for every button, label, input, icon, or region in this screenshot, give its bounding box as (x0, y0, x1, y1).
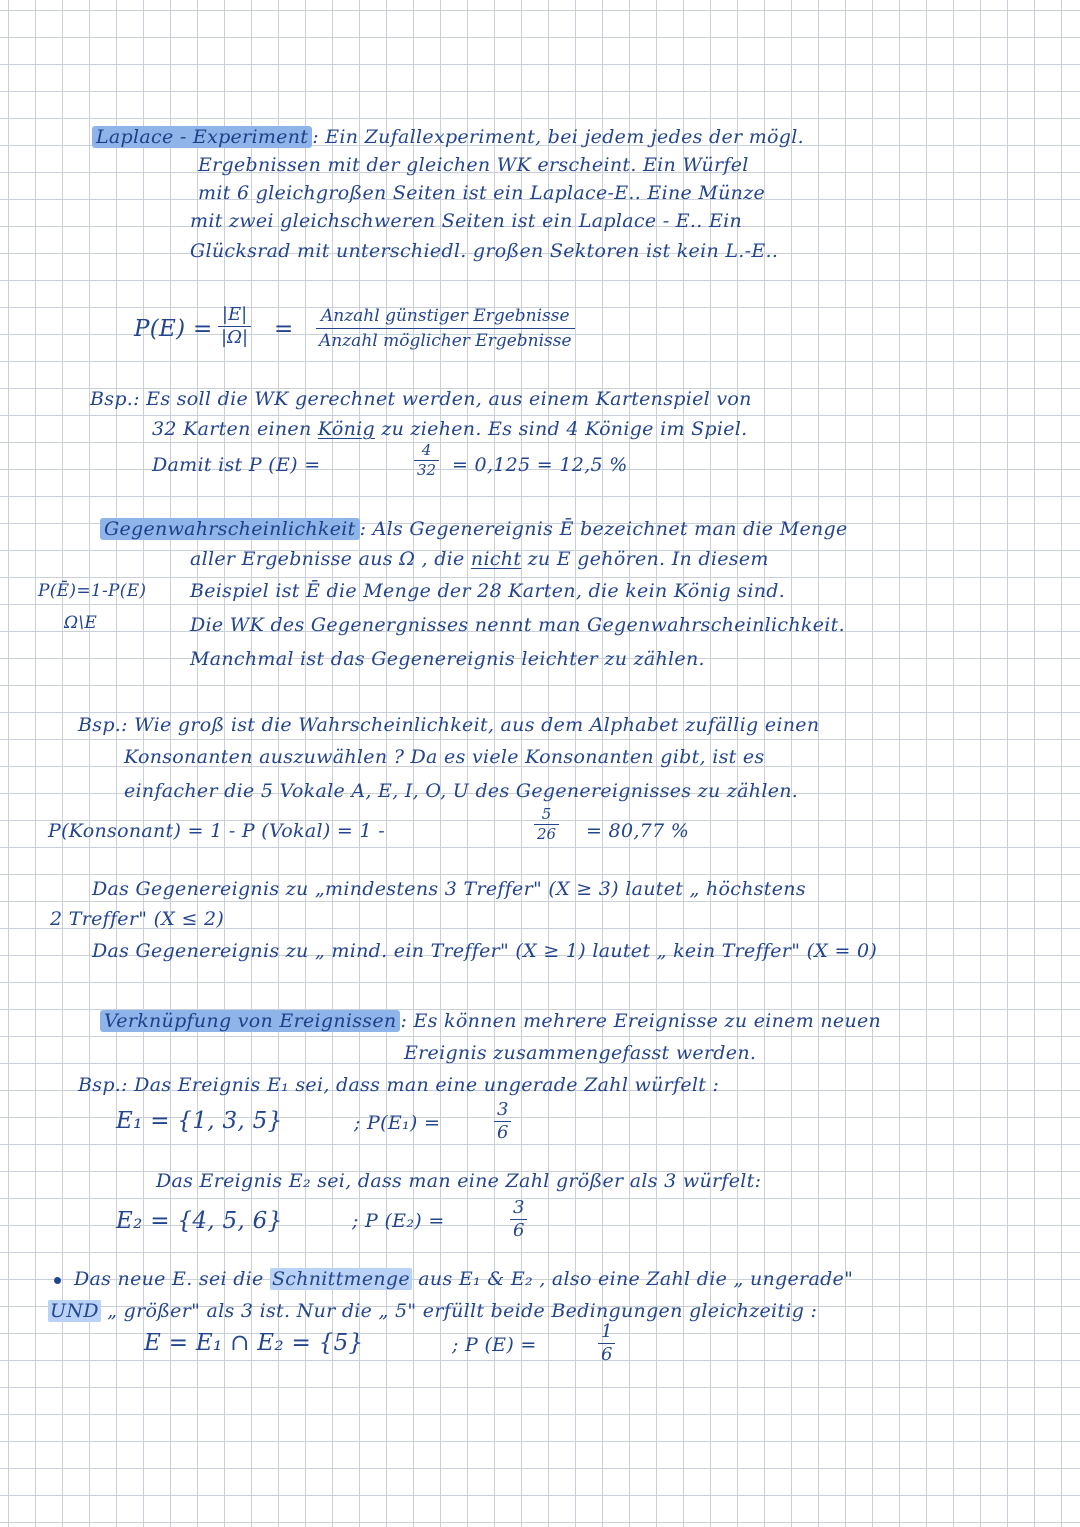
e2-line: Das Ereignis E₂ sei, dass man eine Zahl größer als 3 würfelt: (156, 1170, 762, 1192)
example1-line3-a: Damit ist P (E) = (152, 454, 321, 476)
text-fraction-bar (316, 328, 575, 329)
example2-frac-num: 5 (541, 805, 552, 823)
gegen-line2-c: zu E gehören. In diesem (527, 548, 769, 570)
text-fraction-denominator: Anzahl möglicher Ergebnisse (319, 331, 572, 351)
laplace-term: Laplace - Experiment (92, 126, 312, 148)
gegen-line-5: Manchmal ist das Gegenereignis leichter zu zählen. (190, 648, 705, 670)
treffer-line-1: Das Gegenereignis zu „mindestens 3 Treffer" (X ≥ 3) lautet „ höchstens (92, 878, 806, 900)
final-fraction (598, 1322, 615, 1365)
gegen-side-set: Ω\E (64, 613, 98, 633)
treffer-line-3: Das Gegenereignis zu „ mind. ein Treffer" (X ≥ 1) lautet „ kein Treffer" (X = 0) (92, 940, 878, 962)
gegen-term: Gegenwahrscheinlichkeit (100, 518, 360, 540)
neu-line-2 (48, 1298, 817, 1324)
e1-frac-num: 3 (497, 1099, 509, 1120)
gegen-side-formula: P(Ē)=1-P(E) (38, 581, 147, 601)
laplace-formula-text-fraction (316, 305, 575, 352)
e2-set: E₂ = {4, 5, 6} (116, 1208, 283, 1234)
verknuepfung-heading-line (100, 1008, 881, 1034)
example2-fraction (534, 806, 559, 843)
bullet-icon (54, 1277, 61, 1284)
neu-line2-c: „ größer" als 3 ist. Nur die „ 5" erfüllt beide Bedingungen gleichzeitig : (107, 1300, 818, 1322)
laplace-line-4: mit zwei gleichschweren Seiten ist ein Laplace - E.. Ein (190, 210, 743, 232)
final-frac-num: 1 (601, 1321, 613, 1342)
example1-line-1 (90, 386, 752, 412)
example2-formula-b: = 80,77 % (586, 820, 690, 842)
gegen-line-1: : Als Gegenereignis Ē bezeichnet man die Menge (359, 518, 848, 540)
e1-frac-den: 6 (497, 1122, 509, 1143)
e1-set: E₁ = {1, 3, 5} (116, 1108, 283, 1134)
laplace-line-3: mit 6 gleichgroßen Seiten ist ein Laplace-E.. Eine Münze (198, 182, 766, 204)
example1-prefix: Bsp.: (90, 388, 140, 410)
laplace-heading-line (92, 124, 804, 150)
example1-line2-c: zu ziehen. Es sind 4 Könige im Spiel. (381, 418, 748, 440)
gegen-line2-nicht: nicht (470, 548, 522, 570)
und-term: UND (50, 1300, 99, 1322)
verknuepfung-line-1: : Es können mehrere Ereignisse zu einem neuen (400, 1010, 882, 1032)
laplace-line-1: Ein Zufallexperiment, bei jedem jedes der mögl. (325, 126, 804, 148)
treffer-line-2: 2 Treffer" (X ≤ 2) (50, 908, 225, 930)
gegen-line2-a: aller Ergebnisse aus Ω , die (190, 548, 465, 570)
gegen-heading-line (100, 516, 848, 542)
gegen-line-3: Beispiel ist Ē die Menge der 28 Karten, die kein König sind. (190, 580, 786, 602)
laplace-formula-fraction (218, 305, 251, 348)
example1-frac-num: 4 (421, 441, 432, 459)
example2-line-1 (78, 712, 819, 738)
e2-frac-num: 3 (513, 1197, 525, 1218)
final-set: E = E₁ ∩ E₂ = {5} (144, 1330, 364, 1356)
final-frac-den: 6 (601, 1344, 613, 1365)
e1-probability: ; P(E₁) = (354, 1112, 441, 1134)
example2-formula-a: P(Konsonant) = 1 - P (Vokal) = 1 - (48, 820, 385, 842)
laplace-formula-lhs: P(E) = (134, 316, 213, 342)
neu-schnittmenge-term: Schnittmenge (271, 1268, 410, 1290)
laplace-colon: : (312, 126, 319, 148)
example2-line-2: Konsonanten auszuwählen ? Da es viele Konsonanten gibt, ist es (124, 746, 765, 768)
e2-probability: ; P (E₂) = (352, 1210, 445, 1232)
gegen-line-2 (190, 546, 769, 572)
example1-line2-koenig: König (317, 418, 375, 440)
example1-line3-b: = 0,125 = 12,5 % (452, 454, 628, 476)
example1-frac-den: 32 (417, 461, 437, 479)
neu-line1-b: aus E₁ & E₂ , also eine Zahl die „ ungerade" (418, 1268, 854, 1290)
neu-line-1 (74, 1266, 853, 1292)
fraction-denominator: |Ω| (221, 327, 249, 348)
neu-line1-a: Das neue E. sei die (74, 1268, 264, 1290)
example1-fraction (414, 442, 439, 479)
fraction-numerator: |E| (221, 304, 248, 325)
laplace-formula-eq: = (274, 316, 294, 342)
gegen-line-4: Die WK des Gegenergnisses nennt man Gegenwahrscheinlichkeit. (190, 614, 845, 636)
verknuepfung-term: Verknüpfung von Ereignissen (100, 1010, 400, 1032)
e2-frac-den: 6 (513, 1220, 525, 1241)
verknuepfung-bsp-line: Bsp.: Das Ereignis E₁ sei, dass man eine ungerade Zahl würfelt : (78, 1074, 720, 1096)
e2-fraction (510, 1198, 527, 1241)
laplace-line-5: Glücksrad mit unterschiedl. großen Sektoren ist kein L.-E.. (190, 240, 779, 262)
example2-line-3: einfacher die 5 Vokale A, E, I, O, U des Gegenereignisses zu zählen. (124, 780, 799, 802)
example1-line1-text: Es soll die WK gerechnet werden, aus einem Kartenspiel von (146, 388, 752, 410)
text-fraction-numerator: Anzahl günstiger Ergebnisse (320, 306, 570, 326)
example1-line-2 (152, 416, 748, 442)
laplace-line-2: Ergebnissen mit der gleichen WK erscheint. Ein Würfel (198, 154, 749, 176)
example2-line1-text: Wie groß ist die Wahrscheinlichkeit, aus dem Alphabet zufällig einen (134, 714, 820, 736)
verknuepfung-line-2: Ereignis zusammengefasst werden. (404, 1042, 757, 1064)
example1-line2-a: 32 Karten einen (152, 418, 312, 440)
final-probability: ; P (E) = (452, 1334, 537, 1356)
e1-fraction (494, 1100, 511, 1143)
example2-prefix: Bsp.: (78, 714, 128, 736)
example2-frac-den: 26 (537, 825, 557, 843)
